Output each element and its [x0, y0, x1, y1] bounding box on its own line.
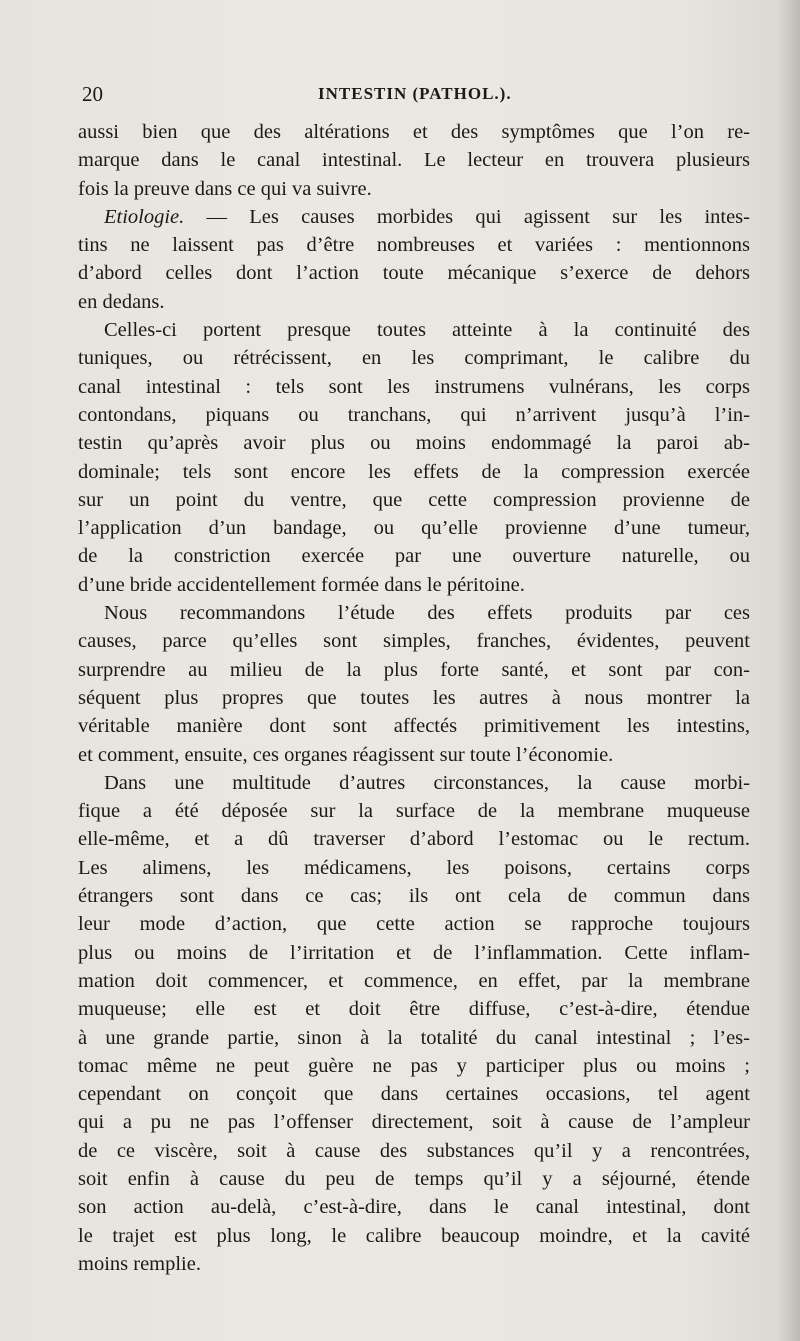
text-line: sur un point du ventre, que cette compression provienne de [78, 488, 750, 511]
text-line: contondans, piquans ou tranchans, qui n’arrivent jusqu’à l’in- [78, 403, 750, 426]
text-line: leur mode d’action, que cette action se rapproche toujours [78, 913, 750, 936]
text-line: à une grande partie, sinon à la totalité du canal intestinal ; l’es- [78, 1026, 750, 1049]
text-line: Nous recommandons l’étude des effets produits par ces [104, 602, 750, 625]
text-line: dominale; tels sont encore les effets de la compression exercée [78, 460, 750, 483]
text-line: d’abord celles dont l’action toute mécanique s’exerce de dehors [78, 262, 750, 285]
text-line: elle-même, et a dû traverser d’abord l’estomac ou le rectum. [78, 828, 750, 851]
text-line: en dedans. [78, 290, 165, 313]
text-line: son action au-delà, c’est-à-dire, dans le canal intestinal, dont [78, 1196, 750, 1219]
page-header [78, 82, 748, 112]
text-line: et comment, ensuite, ces organes réagissent sur toute l’économie. [78, 743, 614, 766]
text-line: mation doit commencer, et commence, en effet, par la membrane [78, 969, 750, 992]
text-line: le trajet est plus long, le calibre beaucoup moindre, et la cavité [78, 1224, 750, 1247]
body-text [78, 118, 750, 1278]
text-line: qui a pu ne pas l’offenser directement, soit à cause de l’ampleur [78, 1111, 750, 1134]
text-line: plus ou moins de l’irritation et de l’inflammation. Cette inflam- [78, 941, 750, 964]
text-line: muqueuse; elle est et doit être diffuse, c’est-à-dire, étendue [78, 998, 750, 1021]
text-line: séquent plus propres que toutes les autres à nous montrer la [78, 686, 750, 709]
text-line: véritable manière dont sont affectés primitivement les intestins, [78, 715, 750, 738]
text-line: l’application d’un bandage, ou qu’elle provienne d’une tumeur, [78, 517, 750, 540]
page-edge-shadow [778, 0, 800, 1341]
text-line: aussi bien que des altérations et des symptômes que l’on re- [78, 121, 750, 143]
text-line: de ce viscère, soit à cause des substances qu’il y a rencontrées, [78, 1139, 750, 1162]
text-line: marque dans le canal intestinal. Le lecteur en trouvera plusieurs [78, 149, 750, 172]
running-head: INTESTIN (PATHOL.). [318, 84, 512, 103]
text-line: tuniques, ou rétrécissent, en les comprimant, le calibre du [78, 347, 750, 370]
text-line: Celles-ci portent presque toutes atteinte à la continuité des [104, 319, 750, 342]
text-line: moins remplie. [78, 1252, 201, 1275]
text-line: Etiologie. — Les causes morbides qui agissent sur les intes- [104, 205, 750, 228]
text-line: d’une bride accidentellement formée dans le péritoine. [78, 573, 525, 596]
text-line: tomac même ne peut guère ne pas y participer plus ou moins ; [78, 1054, 750, 1077]
text-line: surprendre au milieu de la plus forte santé, et sont par con- [78, 658, 750, 681]
text-line: canal intestinal : tels sont les instrumens vulnérans, les corps [78, 375, 750, 398]
page-number: 20 [82, 82, 103, 106]
text-line: fique a été déposée sur la surface de la membrane muqueuse [78, 800, 750, 823]
text-line: Les alimens, les médicamens, les poisons, certains corps [78, 856, 750, 879]
text-line: tins ne laissent pas d’être nombreuses et variées : mentionnons [78, 234, 750, 257]
text-line: étrangers sont dans ce cas; ils ont cela de commun dans [78, 885, 750, 908]
text-line: soit enfin à cause du peu de temps qu’il y a séjourné, étende [78, 1167, 750, 1190]
text-line: de la constriction exercée par une ouverture naturelle, ou [78, 545, 750, 568]
section-heading-etiologie: Etiologie. [104, 205, 185, 228]
text-line: Dans une multitude d’autres circonstances, la cause morbi- [104, 771, 750, 794]
text-line: cependant on conçoit que dans certaines occasions, tel agent [78, 1083, 750, 1106]
text-line: fois la preuve dans ce qui va suivre. [78, 177, 372, 200]
text-line: causes, parce qu’elles sont simples, franches, évidentes, peuvent [78, 630, 750, 653]
text-line: testin qu’après avoir plus ou moins endommagé la paroi ab- [78, 432, 750, 455]
